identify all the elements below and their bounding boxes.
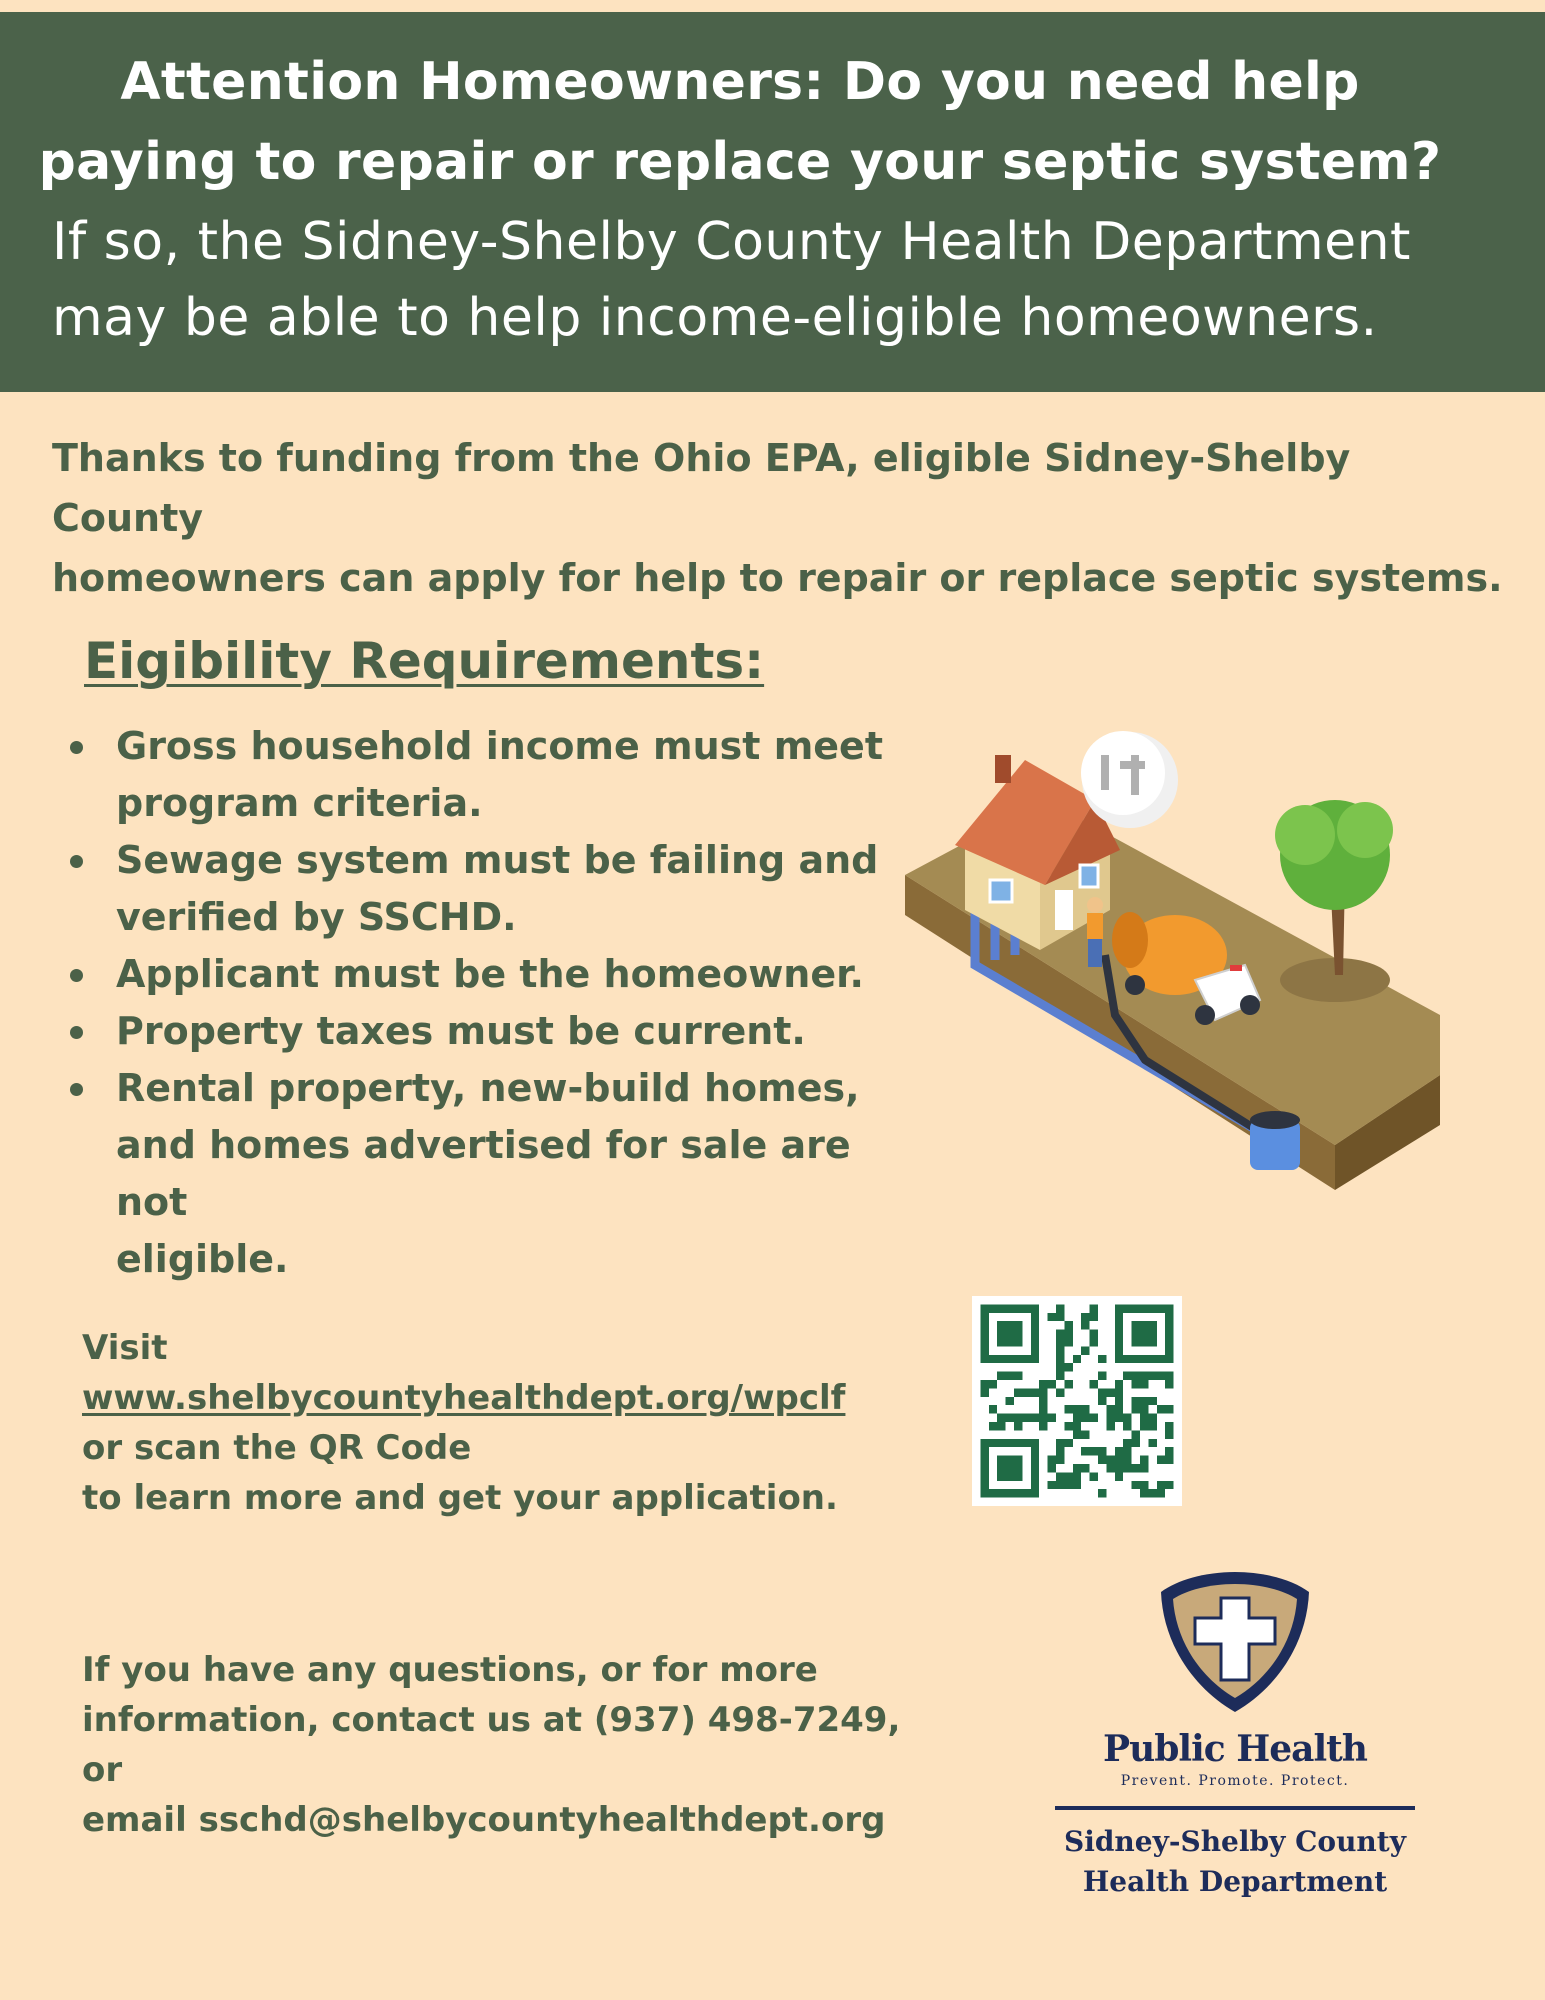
bullet-icon	[70, 1083, 83, 1096]
speech-bubble-face	[1081, 731, 1165, 815]
subheadline-line-1: If so, the Sidney-Shelby County Health Department	[52, 212, 1411, 272]
visit-paragraph	[82, 1323, 942, 1523]
logo-title: Public Health	[1103, 1728, 1367, 1770]
intro-paragraph	[52, 428, 1512, 608]
top-strip	[0, 0, 1545, 12]
house-door	[1055, 890, 1073, 930]
truck-wheel	[1240, 995, 1260, 1015]
bullet-icon	[70, 1026, 83, 1039]
header-banner	[0, 12, 1545, 392]
visit-prefix: Visit	[82, 1328, 168, 1368]
contact-paragraph	[82, 1645, 942, 1845]
subheadline-line-2: may be able to help income-eligible homeowners.	[52, 288, 1378, 348]
truck-wheel	[1195, 1005, 1215, 1025]
shield-cross-icon	[1155, 1568, 1315, 1716]
worker-body	[1087, 913, 1103, 939]
truck-tank-end	[1112, 912, 1148, 968]
list-item	[60, 1060, 910, 1288]
qr-code-image	[972, 1296, 1182, 1506]
house-chimney	[995, 755, 1011, 783]
list-item-line: Sewage system must be failing and	[116, 838, 879, 882]
visit-line-2: or scan the QR Code	[82, 1428, 472, 1468]
list-item-line: Gross household income must meet	[116, 724, 883, 768]
contact-line-3: email sschd@shelbycountyhealthdept.org	[82, 1800, 886, 1840]
logo-divider	[1055, 1806, 1415, 1810]
tree-foliage	[1337, 802, 1393, 858]
contact-line-1: If you have any questions, or for more	[82, 1650, 818, 1690]
list-item-line: Applicant must be the homeowner.	[116, 952, 864, 996]
septic-illustration	[895, 715, 1475, 1195]
tree-foliage	[1275, 805, 1335, 865]
list-item-line: Rental property, new-build homes,	[116, 1066, 860, 1110]
house-window	[1080, 865, 1098, 887]
list-item	[60, 946, 910, 1003]
list-item-line: Property taxes must be current.	[116, 1009, 806, 1053]
contact-line-2: information, contact us at (937) 498-7249, or	[82, 1700, 901, 1790]
house-window	[990, 880, 1012, 902]
worker-legs	[1088, 939, 1102, 967]
worker-head	[1087, 897, 1103, 913]
headline	[0, 42, 1480, 202]
septic-tank-lid	[1250, 1111, 1300, 1129]
eligibility-title: Eigibility Requirements:	[84, 632, 765, 690]
headline-line-2: paying to repair or replace your septic system?	[38, 132, 1442, 192]
qr-code[interactable]	[972, 1296, 1182, 1506]
bullet-icon	[70, 741, 83, 754]
list-item	[60, 1003, 910, 1060]
logo-org-line-1: Sidney-Shelby County	[1063, 1825, 1406, 1858]
list-item	[60, 832, 910, 946]
eligibility-list	[60, 718, 910, 1288]
visit-line-1	[82, 1323, 942, 1423]
headline-line-1: Attention Homeowners: Do you need help	[120, 52, 1360, 112]
logo-org-line-2: Health Department	[1082, 1865, 1388, 1898]
list-item-line: and homes advertised for sale are not	[116, 1123, 851, 1224]
list-item-line: eligible.	[116, 1237, 289, 1281]
health-department-logo	[1055, 1568, 1415, 1908]
truck-wheel	[1125, 975, 1145, 995]
logo-organization	[1055, 1822, 1415, 1902]
list-item	[60, 718, 910, 832]
intro-line-1: Thanks to funding from the Ohio EPA, eligible Sidney-Shelby County	[52, 436, 1351, 540]
truck-light	[1230, 965, 1242, 971]
bullet-icon	[70, 855, 83, 868]
visit-line-3: to learn more and get your application.	[82, 1478, 838, 1518]
website-link[interactable]: www.shelbycountyhealthdept.org/wpclf	[82, 1378, 846, 1418]
subheadline	[52, 204, 1512, 356]
bullet-icon	[70, 969, 83, 982]
logo-tagline: Prevent. Promote. Protect.	[1120, 1773, 1350, 1789]
list-item-line: program criteria.	[116, 781, 483, 825]
intro-line-2: homeowners can apply for help to repair or replace septic systems.	[52, 556, 1503, 600]
list-item-line: verified by SSCHD.	[116, 895, 517, 939]
